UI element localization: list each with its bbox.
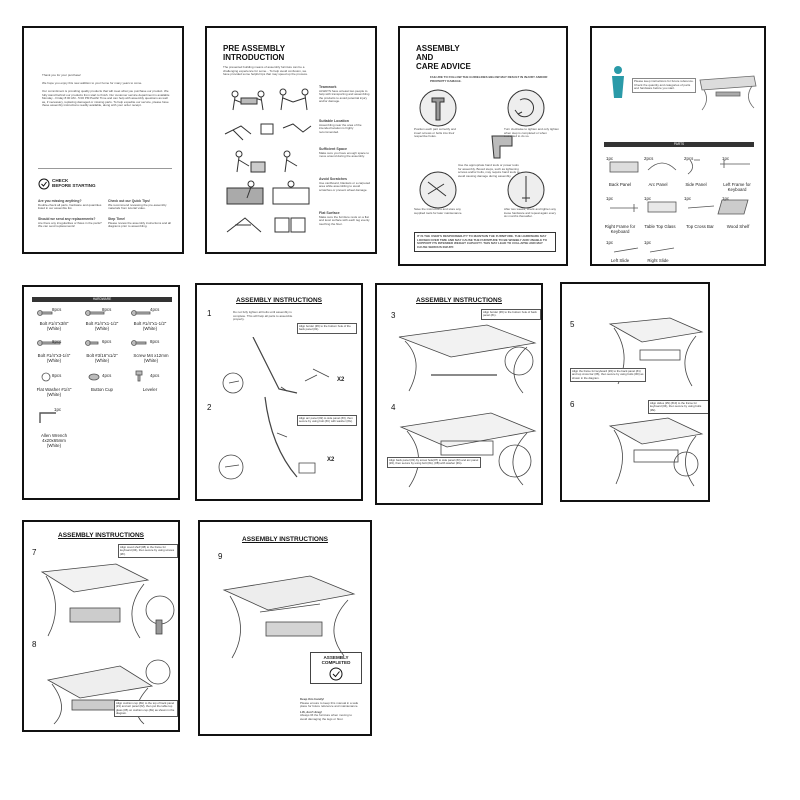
hw-name: Bolt #1/4"x3-1/4" (White) — [37, 353, 71, 363]
completed-desk-diagram — [220, 572, 358, 662]
part-name: Left Frame for Keyboard — [723, 182, 751, 192]
step-number: 1 — [207, 309, 212, 318]
step-diagram — [395, 321, 541, 501]
hw-name: Bolt #1/4"x3/8" (White) — [39, 321, 69, 331]
care-illustrations — [414, 86, 558, 226]
part-name: Arc Panel — [648, 182, 668, 187]
step-intro: Do not fully tighten all bolts until assembly is complete. This will help all parts to assemble properly. — [233, 310, 293, 322]
quantity-mark: X2 — [327, 457, 335, 463]
advice-text: Save the instructions and store any supplied tools for later maintenance. — [414, 207, 463, 215]
hw-name: Bolt #3/16"x1/2" (White) — [86, 353, 118, 363]
hw-name: Bolt #1/4"x1-1/2" (White) — [133, 321, 167, 331]
completed-badge: ASSEMBLY COMPLETED — [310, 652, 362, 684]
advice-text: Use the appropriate hand tools or power tools for assembly. Boxed steps, such as tightening screws and/or bolts, may require hand tools to avoid causing damage during assembly. — [458, 163, 520, 178]
part-qty: 2pcs — [644, 156, 654, 161]
part-name: Wood Shelf — [726, 224, 750, 229]
advice-text: After two weeks, check and tighten any loose hardware and repeat again every six months thereafter. — [504, 207, 557, 219]
step-number: 8 — [32, 640, 37, 649]
hw-qty: 4pcs — [150, 307, 160, 312]
part-name: Right Frame for Keyboard — [604, 224, 636, 234]
welcome-text-1: We hope you enjoy this new addition to your home for many years to come. — [42, 81, 143, 85]
part-qty: 1pc — [606, 240, 614, 245]
hw-name: Bolt #1/4"x1-1/2" (White) — [85, 321, 119, 331]
page-pre-assembly — [205, 26, 377, 254]
part-qty: 1pc — [684, 196, 692, 201]
page-title: ASSEMBLY INSTRUCTIONS — [236, 297, 322, 304]
hw-qty: 8pcs — [52, 373, 62, 378]
hw-qty: 8pcs — [102, 307, 112, 312]
step-note: Align cushion cup (#H) to the top of back panel (#1) and arc panel (#2), then put the table top glass (#5) on cushion cup (#H) as shown in the diagram. — [114, 700, 178, 717]
parts-header: PARTS — [604, 142, 754, 147]
check-circle-icon — [329, 667, 343, 681]
part-name: Table Top Glass — [644, 224, 676, 229]
warning-text: FAILURE TO FOLLOW THE GUIDELINES BELOW MAY RESULT IN INJURY AND/OR PROPERTY DAMAGE. — [430, 75, 548, 83]
divider — [38, 168, 172, 169]
check-item: Check out our Quick Tips! We recommend reviewing the pre-assembly materials from tutorial video. — [108, 199, 167, 211]
part-name: Left Slide — [610, 258, 630, 263]
step-note: Align the frame for keyboard (#4) to the back panel (#1) and top cross bar (#6), then secure by using bolts (#D) as shown in the diagram. — [570, 368, 646, 382]
check-item: Should we send any replacements? Are there any irregularities or flaws in the parts? We can send replacements! — [38, 217, 102, 229]
page-title: ASSEMBLY INSTRUCTIONS — [58, 532, 144, 539]
hw-qty: 4pcs — [150, 373, 160, 378]
hw-qty: 8pcs — [150, 339, 160, 344]
hardware-header: HARDWARE — [32, 297, 172, 302]
step-number: 3 — [391, 311, 396, 320]
note-box: Please keep instructions for future reference. Check the quantity and categories of parts and hardware before you start. — [632, 78, 696, 93]
step-note: Align border (#6) to the bottom hole of back panel (#1). — [481, 309, 541, 320]
footer-warning: IT IS THE USER'S RESPONSIBILITY TO MAINTAIN THE FURNITURE. THE HARDWARE MAY LOOSEN OVER TIME AND MAY CAUSE THE FURNITURE TO BE WOBBLY AND UNABLE TO SUPPORT ITS INTENDED WEIGHT CAPACITY. THIS MAY LEAD TO COLLAPSE AND MAY CAUSE SERIOUS INJURY. — [414, 232, 556, 252]
part-qty: 1pc — [644, 196, 652, 201]
pre-assembly-illustrations — [221, 82, 321, 242]
page-title: ASSEMBLY AND CARE ADVICE — [416, 44, 471, 71]
greeting: Thank you for your purchase! — [42, 73, 82, 77]
page-assembly-3 — [560, 282, 710, 502]
hw-name: Allen Wrench 4x20x65mm (White) — [40, 433, 68, 448]
page-parts — [590, 26, 766, 266]
part-name: Top Cross Bar — [686, 224, 714, 229]
keep-handy-note: Keep this handy! Please ensure to keep this manual in a safe place for future reference and maintenance. Lift, don't drag! Always lift the furniture when moving to avoid damaging the legs or floor. — [300, 697, 359, 721]
part-name: Right Slide — [647, 258, 669, 263]
hw-name: Button Cup — [91, 387, 113, 392]
part-qty: 2pcs — [684, 156, 694, 161]
hw-qty: 4pcs — [102, 373, 112, 378]
part-qty: 1pc — [606, 196, 614, 201]
check-circle-icon — [38, 178, 50, 190]
page-assembly-2 — [375, 283, 543, 505]
page-assembly-4 — [22, 520, 180, 732]
page-assembly-1 — [195, 283, 363, 501]
quantity-mark: X2 — [337, 377, 345, 383]
part-name: Back Panel — [608, 182, 632, 187]
page-care-advice — [398, 26, 568, 266]
hw-qty: 8pcs — [52, 307, 62, 312]
tip-item: Sufficient Space Make sure you have enough space to move around during the assembly. — [319, 147, 370, 159]
page-title: ASSEMBLY INSTRUCTIONS — [242, 536, 328, 543]
desk-preview — [696, 72, 758, 112]
check-item: Are you missing anything? Double-check all parts, hardware and quantities listed in our assemble list. — [38, 199, 102, 211]
hw-name: Flat Washer #1/4" (White) — [36, 387, 72, 397]
page-hardware — [22, 285, 180, 500]
part-qty: 1pc — [722, 156, 730, 161]
step-number: 4 — [391, 403, 396, 412]
part-qty: 1pc — [606, 156, 614, 161]
page-title: ASSEMBLY INSTRUCTIONS — [416, 297, 502, 304]
step-number: 7 — [32, 548, 37, 557]
hw-qty: 1pc — [54, 407, 62, 412]
step-note: Align back panel (#1) by screw hole(#7) to side panel (#3) and arc panel (#2), then secure by using bolt (#A), (#B) with washer (#G). — [387, 457, 481, 468]
tip-item: Avoid Scratches Use cardboard, blankets or a carpeted area while assembling to avoid scratches or prevent wheel damage. — [319, 177, 371, 192]
hw-name: Screw M4 x12mm (White) — [133, 353, 169, 363]
hw-qty: 8pcs — [52, 339, 62, 344]
advice-text: Position each part correctly and insert screws or bolts into their respective holes. — [414, 127, 457, 139]
person-reading-icon — [606, 64, 630, 100]
parts-drawings — [604, 150, 754, 266]
part-qty: 1pc — [644, 240, 652, 245]
page-assembly-final — [198, 520, 372, 736]
tip-item: Suitable Location Assembling near the area of the intended location is highly recommended. — [319, 119, 362, 134]
step-number: 9 — [218, 552, 223, 561]
welcome-text-2: Our commitment is providing quality products that will meet what you purchase our product. We fully stand behind our products from start to finish. Our customer service department is available Monday - Friday 8:00 AM - 5:00 PM Pacific Time and can help with assembly questions as well as, if necessary, replacing damaged or missing parts. To help expedite our service, please have these assembly instructions readily available, along with your order receipt. — [42, 89, 170, 108]
step-number: 2 — [207, 403, 212, 412]
hw-qty: 6pcs — [102, 339, 112, 344]
tip-item: Teamwork ALWAYS have at least two people to help with transporting and assembling the products to avoid potential injury and/or damage. — [319, 85, 370, 104]
step-note: Align arc panel (#2) to side panel (#3), then secure by using bolt (#C) with washer (#G). — [297, 415, 357, 426]
advice-text: Turn clockwise to tighten and only tighten when step is completed or when instructed to do so. — [504, 127, 559, 139]
step-note: Align slides (#9) (#10) to the frame for keyboard (#4), then secure by using bolts (#E). — [648, 400, 710, 414]
tip-item: Flat Surface Make sure the furniture rests on a flat and level surface with each leg evenly touching the floor. — [319, 211, 370, 226]
step-number: 6 — [570, 400, 575, 409]
step-note: Align wood shelf (#8) to the frame for keyboard (#4), then secure by using screws (#F). — [118, 544, 178, 558]
page-title: PRE ASSEMBLY INTRODUCTION — [223, 44, 286, 62]
check-title: CHECK BEFORE STARTING — [52, 178, 96, 188]
intro-text: The presented building means of assembly furniture can be a challenging experience for some... To help avoid confusion, we have provided some helpful tips that may speed up the process. — [223, 65, 308, 77]
page-welcome — [22, 26, 184, 254]
hw-name: Leveler — [142, 387, 158, 392]
part-qty: 1pc — [722, 196, 730, 201]
step-number: 5 — [570, 320, 575, 329]
check-item: Step Time! Please review the assembly instructions and all diagrams prior to assembling. — [108, 217, 171, 229]
step-note: Align border (#6) to the bottom hole of the back panel (#1). — [297, 323, 357, 334]
part-name: Side Panel — [685, 182, 707, 187]
